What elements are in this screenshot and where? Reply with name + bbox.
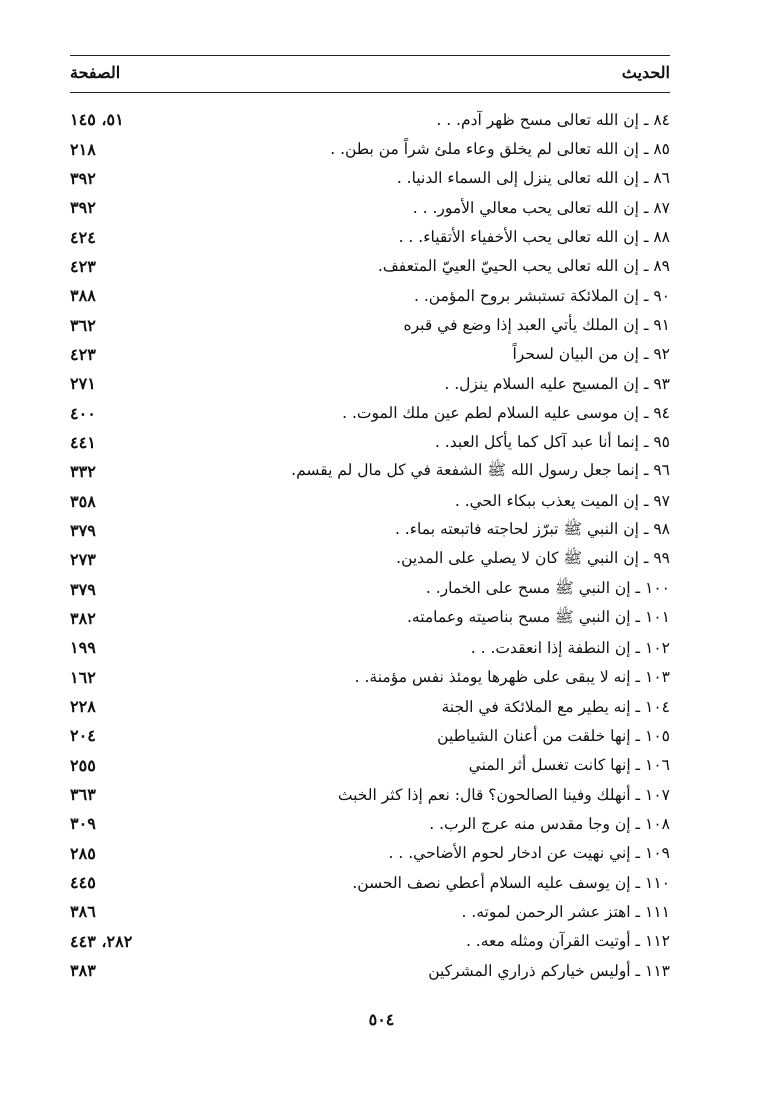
entry-page-numbers: ١٩٩ <box>70 638 96 658</box>
index-entry <box>70 193 670 222</box>
page-number: ٥٠٤ <box>368 1010 395 1029</box>
index-entry <box>70 633 670 662</box>
entry-page-numbers: ٢٧١ <box>70 374 96 394</box>
entry-page-numbers: ٥١، ١٤٥ <box>70 110 124 130</box>
entry-hadith-text: ١١٠ ـ إن يوسف عليه السلام أعطي نصف الحسن. <box>352 873 670 892</box>
header-rule <box>70 92 670 93</box>
entry-page-numbers: ٣٨٢ <box>70 609 96 629</box>
index-entry <box>70 457 670 486</box>
entry-page-numbers: ٤٤٥ <box>70 873 96 893</box>
header-page-label: الصفحة <box>70 62 121 82</box>
index-list <box>70 105 670 985</box>
entry-hadith-text: ٩٣ ـ إن المسيح عليه السلام ينزل. . <box>444 374 670 393</box>
entry-page-numbers: ٣٦٢ <box>70 315 96 335</box>
entry-hadith-text: ٨٤ ـ إن الله تعالى مسح ظهر آدم. . . <box>436 110 670 129</box>
index-entry <box>70 134 670 163</box>
index-entry <box>70 428 670 457</box>
entry-page-numbers: ٣٩٢ <box>70 198 96 218</box>
entry-page-numbers: ١٦٢ <box>70 667 96 687</box>
top-rule <box>70 55 670 56</box>
index-entry <box>70 897 670 926</box>
index-entry <box>70 868 670 897</box>
entry-page-numbers: ٣٥٨ <box>70 491 96 511</box>
index-entry <box>70 164 670 193</box>
entry-page-numbers: ٢١٨ <box>70 139 96 159</box>
index-entry <box>70 604 670 633</box>
index-entry <box>70 486 670 515</box>
entry-page-numbers: ٣٣٢ <box>70 462 96 482</box>
entry-page-numbers: ٤٠٠ <box>70 403 96 423</box>
entry-page-numbers: ٢٨٥ <box>70 843 96 863</box>
index-entry <box>70 751 670 780</box>
entry-hadith-text: ٨٦ ـ إن الله تعالى ينزل إلى السماء الدنيا. . <box>396 169 670 188</box>
entry-page-numbers: ٣٧٩ <box>70 579 96 599</box>
entry-hadith-text: ١١٣ ـ أوليس خياركم ذراري المشركين <box>428 961 670 980</box>
index-header <box>70 58 670 86</box>
entry-page-numbers: ٣٨٨ <box>70 286 96 306</box>
entry-hadith-text: ١١٢ ـ أوتيت القرآن ومثله معه. . <box>465 932 670 951</box>
entry-hadith-text: ١١١ ـ اهتز عشر الرحمن لموته. . <box>461 902 670 921</box>
entry-hadith-text: ٩٢ ـ إن من البيان لسحراً <box>512 345 670 364</box>
entry-page-numbers: ٣٨٦ <box>70 902 96 922</box>
entry-hadith-text: ٩٩ ـ إن النبي ﷺ كان لا يصلي على المدين. <box>396 549 670 568</box>
entry-page-numbers: ٣٠٩ <box>70 814 96 834</box>
entry-hadith-text: ٨٨ ـ إن الله تعالى يحب الأخفياء الأتقياء. . . <box>398 228 670 247</box>
index-entry <box>70 575 670 604</box>
entry-hadith-text: ١٠٣ ـ إنه لا يبقى على ظهرها يومئذ نفس مؤمنة. . <box>354 668 670 687</box>
index-entry <box>70 692 670 721</box>
header-hadith-label: الحديث <box>621 62 670 82</box>
entry-hadith-text: ٨٥ ـ إن الله تعالى لم يخلق وعاء ملئ شراً من بطن. . <box>330 140 670 159</box>
index-entry <box>70 780 670 809</box>
entry-page-numbers: ٣٩٢ <box>70 168 96 188</box>
entry-hadith-text: ١٠٥ ـ إنها خلقت من أعنان الشياطين <box>437 726 670 745</box>
index-entry <box>70 809 670 838</box>
index-entry <box>70 663 670 692</box>
entry-hadith-text: ٩٨ ـ إن النبي ﷺ تبرّز لحاجته فاتبعته بماء. . <box>394 519 670 538</box>
entry-page-numbers: ٢٠٤ <box>70 726 96 746</box>
entry-hadith-text: ٨٧ ـ إن الله تعالى يحب معالي الأمور. . . <box>412 198 670 217</box>
entry-page-numbers: ٢٢٨ <box>70 697 96 717</box>
entry-page-numbers: ٢٧٣ <box>70 550 96 570</box>
index-entry <box>70 398 670 427</box>
index-entry <box>70 545 670 574</box>
index-entry <box>70 222 670 251</box>
entry-hadith-text: ١٠٠ ـ إن النبي ﷺ مسح على الخمار. . <box>425 578 670 597</box>
entry-hadith-text: ٩٦ ـ إنما جعل رسول الله ﷺ الشفعة في كل مال لم يقسم. <box>291 461 670 480</box>
index-entry <box>70 340 670 369</box>
index-entry <box>70 310 670 339</box>
index-entry <box>70 956 670 985</box>
entry-hadith-text: ١٠٩ ـ إني نهيت عن ادخار لحوم الأضاحي. . . <box>388 844 670 863</box>
entry-hadith-text: ٩١ ـ إن الملك يأتي العبد إذا وضع في قبره <box>403 316 670 335</box>
entry-page-numbers: ٤٤١ <box>70 432 96 452</box>
index-entry <box>70 839 670 868</box>
entry-hadith-text: ٨٩ ـ إن الله تعالى يحب الحييّ العييّ المتعفف. <box>377 257 670 276</box>
entry-page-numbers: ٤٢٣ <box>70 256 96 276</box>
entry-hadith-text: ١٠٢ ـ إن النطفة إذا انعقدت. . . <box>470 638 670 657</box>
entry-hadith-text: ١٠١ ـ إن النبي ﷺ مسح بناصيته وعمامته. <box>406 608 670 627</box>
entry-hadith-text: ١٠٤ ـ إنه يطير مع الملائكة في الجنة <box>441 697 670 716</box>
entry-page-numbers: ٤٢٣ <box>70 344 96 364</box>
index-entry <box>70 516 670 545</box>
entry-hadith-text: ٩٥ ـ إنما أنا عبد آكل كما يأكل العبد. . <box>434 433 670 452</box>
entry-page-numbers: ٢٥٥ <box>70 755 96 775</box>
entry-page-numbers: ٣٦٣ <box>70 785 96 805</box>
index-entry <box>70 721 670 750</box>
entry-hadith-text: ١٠٦ ـ إنها كانت تغسل أثر المني <box>468 756 670 775</box>
entry-page-numbers: ٢٨٢، ٤٤٣ <box>70 931 133 951</box>
index-entry <box>70 105 670 134</box>
entry-hadith-text: ١٠٧ ـ أنهلك وفينا الصالحون؟ قال: نعم إذا كثر الخبث <box>337 785 670 804</box>
index-entry <box>70 281 670 310</box>
index-entry <box>70 369 670 398</box>
entry-hadith-text: ٩٤ ـ إن موسى عليه السلام لطم عين ملك الموت. . <box>342 404 670 423</box>
entry-hadith-text: ٩٠ ـ إن الملائكة تستبشر بروح المؤمن. . <box>414 286 670 305</box>
entry-hadith-text: ٩٧ ـ إن الميت يعذب ببكاء الحي. . <box>454 492 670 511</box>
entry-hadith-text: ١٠٨ ـ إن وجا مقدس منه عرج الرب. . <box>429 814 670 833</box>
entry-page-numbers: ٣٨٣ <box>70 961 96 981</box>
index-entry <box>70 927 670 956</box>
entry-page-numbers: ٤٢٤ <box>70 227 96 247</box>
index-entry <box>70 252 670 281</box>
entry-page-numbers: ٣٧٩ <box>70 520 96 540</box>
